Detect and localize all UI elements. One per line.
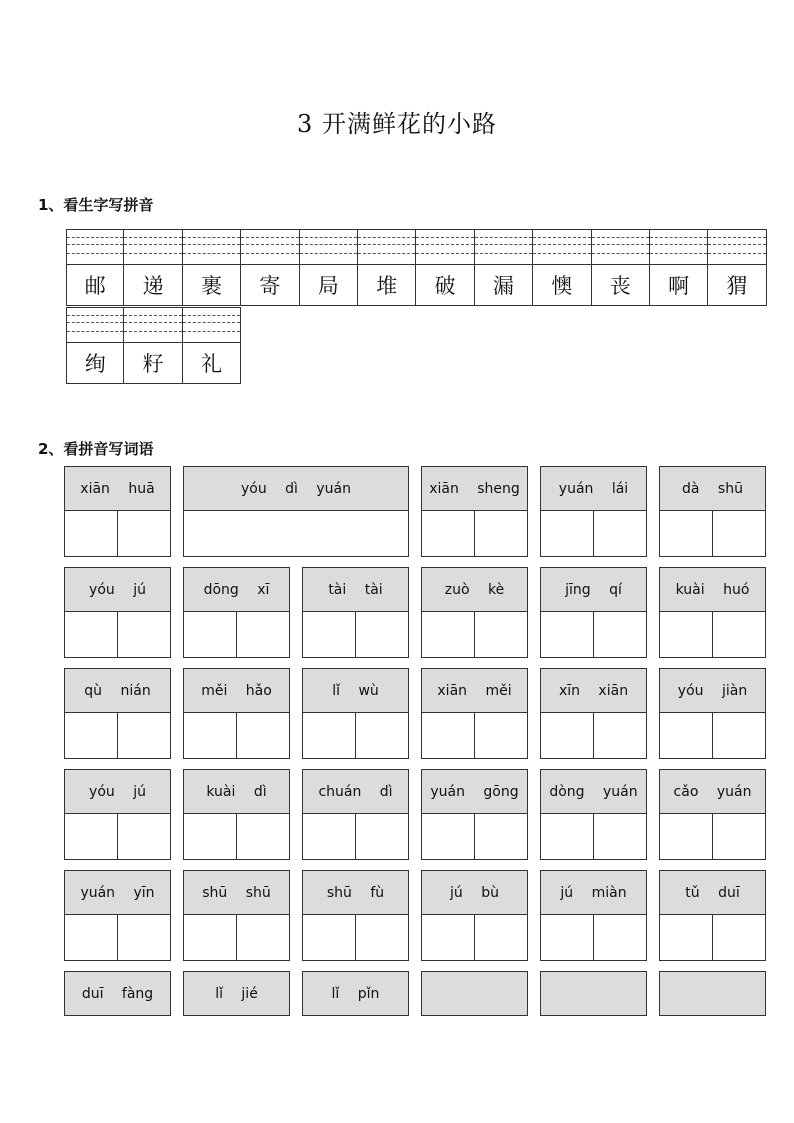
- pinyin-prompt: yóu jú: [65, 568, 170, 612]
- word-box: [421, 870, 528, 961]
- answer-cells: [184, 612, 289, 658]
- hanzi-char: 寄: [259, 274, 281, 298]
- answer-cell[interactable]: [475, 612, 527, 658]
- answer-cell[interactable]: [65, 612, 118, 658]
- guide-line: [300, 237, 357, 238]
- answer-cell[interactable]: [65, 915, 118, 961]
- answer-cells: [303, 612, 408, 658]
- char-cell: [592, 229, 650, 306]
- answer-cell[interactable]: [118, 915, 170, 961]
- answer-cell[interactable]: [237, 915, 289, 961]
- pinyin-prompt: xīn xiān: [541, 669, 646, 713]
- guide-line: [416, 237, 473, 238]
- answer-cell[interactable]: [356, 713, 408, 759]
- char-cell: [183, 307, 241, 384]
- char-cell: [66, 229, 124, 306]
- pinyin-prompt: [422, 972, 527, 1015]
- answer-cell[interactable]: [65, 713, 118, 759]
- answer-cells: [184, 511, 408, 557]
- pinyin-writing-area[interactable]: [358, 230, 415, 265]
- char-grid-row-2: [66, 307, 241, 384]
- guide-line: [124, 315, 181, 316]
- word-box: [64, 870, 171, 961]
- pinyin-writing-area[interactable]: [67, 230, 123, 265]
- answer-cells: [541, 814, 646, 860]
- guide-line: [358, 244, 415, 245]
- guide-line: [241, 237, 298, 238]
- pinyin-writing-area[interactable]: [241, 230, 298, 265]
- pinyin-prompt: duī fàng: [65, 972, 170, 1015]
- word-box: [540, 567, 647, 658]
- answer-cell[interactable]: [541, 612, 594, 658]
- hanzi-char: 漏: [492, 274, 514, 298]
- pinyin-prompt: qù nián: [65, 669, 170, 713]
- answer-cell[interactable]: [237, 814, 289, 860]
- answer-cells: [303, 814, 408, 860]
- guide-line: [358, 253, 415, 254]
- pinyin-prompt: shū fù: [303, 871, 408, 915]
- pinyin-writing-area[interactable]: [416, 230, 473, 265]
- answer-cell[interactable]: [475, 511, 527, 557]
- hanzi-char: 堆: [376, 274, 398, 298]
- word-box: [540, 870, 647, 961]
- pinyin-prompt: zuò kè: [422, 568, 527, 612]
- pinyin-prompt: jú bù: [422, 871, 527, 915]
- pinyin-prompt: jú miàn: [541, 871, 646, 915]
- guide-line: [67, 237, 123, 238]
- answer-cell[interactable]: [303, 713, 356, 759]
- pinyin-prompt: dōng xī: [184, 568, 289, 612]
- answer-cell[interactable]: [713, 915, 765, 961]
- word-box: [183, 769, 290, 860]
- hanzi-char: 礼: [200, 352, 222, 376]
- answer-cell[interactable]: [184, 612, 237, 658]
- answer-cell[interactable]: [422, 814, 475, 860]
- guide-line: [300, 253, 357, 254]
- guide-line: [650, 237, 707, 238]
- pinyin-prompt: dà shū: [660, 467, 765, 511]
- pinyin-prompt: yuán yīn: [65, 871, 170, 915]
- answer-cells: [65, 612, 170, 658]
- guide-line: [124, 322, 181, 323]
- guide-line: [241, 244, 298, 245]
- guide-line: [708, 237, 765, 238]
- guide-line: [183, 253, 240, 254]
- word-box: [540, 769, 647, 860]
- pinyin-prompt: yóu dì yuán: [184, 467, 408, 511]
- word-box: [659, 971, 766, 1016]
- answer-cell[interactable]: [184, 814, 237, 860]
- char-cell: [241, 229, 299, 306]
- answer-cells: [422, 814, 527, 860]
- pinyin-prompt: shū shū: [184, 871, 289, 915]
- answer-cell[interactable]: [475, 915, 527, 961]
- char-cell: [650, 229, 708, 306]
- char-cell: [475, 229, 533, 306]
- pinyin-writing-area[interactable]: [592, 230, 649, 265]
- word-box: [183, 971, 290, 1016]
- pinyin-writing-area[interactable]: [124, 230, 181, 265]
- answer-cell[interactable]: [422, 713, 475, 759]
- pinyin-writing-area[interactable]: [650, 230, 707, 265]
- answer-cell[interactable]: [594, 713, 646, 759]
- answer-cells: [660, 713, 765, 759]
- answer-cells: [660, 814, 765, 860]
- pinyin-prompt: lǐ jié: [184, 972, 289, 1015]
- char-cell: [183, 229, 241, 306]
- answer-cell[interactable]: [184, 915, 237, 961]
- word-box: [659, 466, 766, 557]
- guide-line: [67, 253, 123, 254]
- answer-cell[interactable]: [594, 814, 646, 860]
- pinyin-prompt: xiān měi: [422, 669, 527, 713]
- pinyin-prompt: yóu jú: [65, 770, 170, 814]
- answer-cell[interactable]: [237, 713, 289, 759]
- word-box: [64, 567, 171, 658]
- answer-cell[interactable]: [237, 612, 289, 658]
- word-box: [659, 567, 766, 658]
- char-cell: [358, 229, 416, 306]
- word-box: [302, 971, 409, 1016]
- pinyin-writing-area[interactable]: [183, 230, 240, 265]
- answer-cell[interactable]: [594, 511, 646, 557]
- hanzi-char: 邮: [84, 274, 106, 298]
- pinyin-writing-area[interactable]: [708, 230, 765, 265]
- answer-cells: [422, 713, 527, 759]
- guide-line: [475, 244, 532, 245]
- answer-cell[interactable]: [541, 915, 594, 961]
- pinyin-prompt: dòng yuán: [541, 770, 646, 814]
- answer-cells: [65, 915, 170, 961]
- word-box: [540, 971, 647, 1016]
- answer-cell[interactable]: [713, 612, 765, 658]
- answer-cells: [660, 511, 765, 557]
- guide-line: [241, 253, 298, 254]
- pinyin-prompt: jīng qí: [541, 568, 646, 612]
- word-box: [183, 870, 290, 961]
- guide-line: [67, 244, 123, 245]
- answer-cells: [65, 814, 170, 860]
- answer-cell[interactable]: [713, 814, 765, 860]
- guide-line: [67, 315, 123, 316]
- word-box: [421, 971, 528, 1016]
- answer-cell[interactable]: [541, 713, 594, 759]
- section-heading-2: 2、看拼音写词语: [38, 440, 154, 458]
- pinyin-writing-area[interactable]: [124, 308, 181, 343]
- pinyin-writing-area[interactable]: [475, 230, 532, 265]
- answer-cell[interactable]: [594, 915, 646, 961]
- pinyin-prompt: yóu jiàn: [660, 669, 765, 713]
- guide-line: [358, 237, 415, 238]
- pinyin-prompt: [541, 972, 646, 1015]
- word-box: [659, 870, 766, 961]
- guide-line: [475, 253, 532, 254]
- hanzi-char: 懊: [551, 274, 573, 298]
- answer-cell[interactable]: [184, 511, 408, 557]
- word-box: [421, 769, 528, 860]
- pinyin-prompt: cǎo yuán: [660, 770, 765, 814]
- pinyin-prompt: yuán lái: [541, 467, 646, 511]
- answer-cells: [303, 713, 408, 759]
- answer-cells: [422, 612, 527, 658]
- pinyin-prompt: chuán dì: [303, 770, 408, 814]
- guide-line: [183, 331, 240, 332]
- answer-cells: [303, 915, 408, 961]
- word-box: [183, 668, 290, 759]
- hanzi-char: 绚: [84, 352, 106, 376]
- answer-cells: [541, 713, 646, 759]
- answer-cell[interactable]: [118, 511, 170, 557]
- guide-line: [124, 237, 181, 238]
- guide-line: [592, 237, 649, 238]
- answer-cell[interactable]: [660, 612, 713, 658]
- answer-cell[interactable]: [594, 612, 646, 658]
- guide-line: [592, 253, 649, 254]
- guide-line: [124, 244, 181, 245]
- word-box: [540, 668, 647, 759]
- answer-cells: [65, 511, 170, 557]
- word-box: [421, 567, 528, 658]
- answer-cells: [422, 511, 527, 557]
- answer-cell[interactable]: [541, 814, 594, 860]
- word-box: [183, 567, 290, 658]
- answer-cell[interactable]: [422, 511, 475, 557]
- pinyin-prompt: tài tài: [303, 568, 408, 612]
- pinyin-prompt: yuán gōng: [422, 770, 527, 814]
- answer-cell[interactable]: [660, 713, 713, 759]
- word-box: [659, 668, 766, 759]
- word-box: [302, 668, 409, 759]
- section-heading-1: 1、看生字写拼音: [38, 196, 154, 214]
- char-cell: [300, 229, 358, 306]
- hanzi-char: 局: [317, 274, 339, 298]
- pinyin-prompt: xiān sheng: [422, 467, 527, 511]
- guide-line: [708, 244, 765, 245]
- guide-line: [650, 244, 707, 245]
- word-box: [64, 466, 171, 557]
- answer-cell[interactable]: [541, 511, 594, 557]
- word-box: [302, 769, 409, 860]
- answer-cells: [184, 814, 289, 860]
- hanzi-char: 破: [434, 274, 456, 298]
- answer-cells: [184, 713, 289, 759]
- answer-cells: [541, 511, 646, 557]
- guide-line: [124, 253, 181, 254]
- answer-cell[interactable]: [356, 612, 408, 658]
- word-box: [64, 971, 171, 1016]
- word-box: [421, 668, 528, 759]
- pinyin-writing-area[interactable]: [533, 230, 590, 265]
- answer-cells: [660, 612, 765, 658]
- char-cell: [416, 229, 474, 306]
- answer-cells: [184, 915, 289, 961]
- answer-cells: [541, 915, 646, 961]
- guide-line: [416, 244, 473, 245]
- guide-line: [183, 315, 240, 316]
- answer-cell[interactable]: [303, 612, 356, 658]
- answer-cell[interactable]: [422, 915, 475, 961]
- answer-cell[interactable]: [184, 713, 237, 759]
- guide-line: [124, 331, 181, 332]
- answer-cell[interactable]: [713, 713, 765, 759]
- guide-line: [67, 331, 123, 332]
- page-title: 3 开满鲜花的小路: [297, 110, 497, 138]
- answer-cell[interactable]: [356, 814, 408, 860]
- answer-cell[interactable]: [660, 511, 713, 557]
- hanzi-char: 递: [142, 274, 164, 298]
- answer-cell[interactable]: [422, 612, 475, 658]
- hanzi-char: 裹: [200, 274, 222, 298]
- answer-cell[interactable]: [65, 814, 118, 860]
- word-box: [302, 567, 409, 658]
- answer-cell[interactable]: [475, 814, 527, 860]
- pinyin-prompt: kuài huó: [660, 568, 765, 612]
- answer-cell[interactable]: [303, 814, 356, 860]
- hanzi-char: 籽: [142, 352, 164, 376]
- answer-cells: [65, 713, 170, 759]
- answer-cells: [660, 915, 765, 961]
- answer-cell[interactable]: [713, 511, 765, 557]
- guide-line: [533, 253, 590, 254]
- word-box: [64, 668, 171, 759]
- answer-cells: [541, 612, 646, 658]
- answer-cell[interactable]: [303, 915, 356, 961]
- pinyin-prompt: lǐ pǐn: [303, 972, 408, 1015]
- pinyin-prompt: xiān huā: [65, 467, 170, 511]
- word-box: [540, 466, 647, 557]
- answer-cell[interactable]: [356, 915, 408, 961]
- word-box: [421, 466, 528, 557]
- char-grid-row-1: [66, 229, 767, 306]
- guide-line: [183, 237, 240, 238]
- char-cell: [66, 307, 124, 384]
- guide-line: [183, 244, 240, 245]
- hanzi-char: 猬: [726, 274, 748, 298]
- pinyin-writing-area[interactable]: [67, 308, 123, 343]
- answer-cell[interactable]: [118, 612, 170, 658]
- guide-line: [300, 244, 357, 245]
- word-box: [183, 466, 409, 557]
- answer-cells: [422, 915, 527, 961]
- pinyin-prompt: kuài dì: [184, 770, 289, 814]
- word-box: [659, 769, 766, 860]
- answer-cell[interactable]: [660, 814, 713, 860]
- answer-cell[interactable]: [660, 915, 713, 961]
- hanzi-char: 啊: [668, 274, 690, 298]
- answer-cell[interactable]: [475, 713, 527, 759]
- word-box: [64, 769, 171, 860]
- pinyin-prompt: [660, 972, 765, 1015]
- char-cell: [533, 229, 591, 306]
- answer-cell[interactable]: [65, 511, 118, 557]
- char-cell: [708, 229, 766, 306]
- pinyin-prompt: tǔ duī: [660, 871, 765, 915]
- answer-cell[interactable]: [118, 713, 170, 759]
- guide-line: [533, 244, 590, 245]
- guide-line: [533, 237, 590, 238]
- guide-line: [650, 253, 707, 254]
- hanzi-char: 丧: [609, 274, 631, 298]
- char-cell: [124, 307, 182, 384]
- guide-line: [416, 253, 473, 254]
- pinyin-writing-area[interactable]: [300, 230, 357, 265]
- guide-line: [183, 322, 240, 323]
- word-box: [302, 870, 409, 961]
- guide-line: [592, 244, 649, 245]
- pinyin-writing-area[interactable]: [183, 308, 240, 343]
- guide-line: [708, 253, 765, 254]
- guide-line: [475, 237, 532, 238]
- pinyin-prompt: lǐ wù: [303, 669, 408, 713]
- answer-cell[interactable]: [118, 814, 170, 860]
- pinyin-prompt: měi hǎo: [184, 669, 289, 713]
- guide-line: [67, 322, 123, 323]
- char-cell: [124, 229, 182, 306]
